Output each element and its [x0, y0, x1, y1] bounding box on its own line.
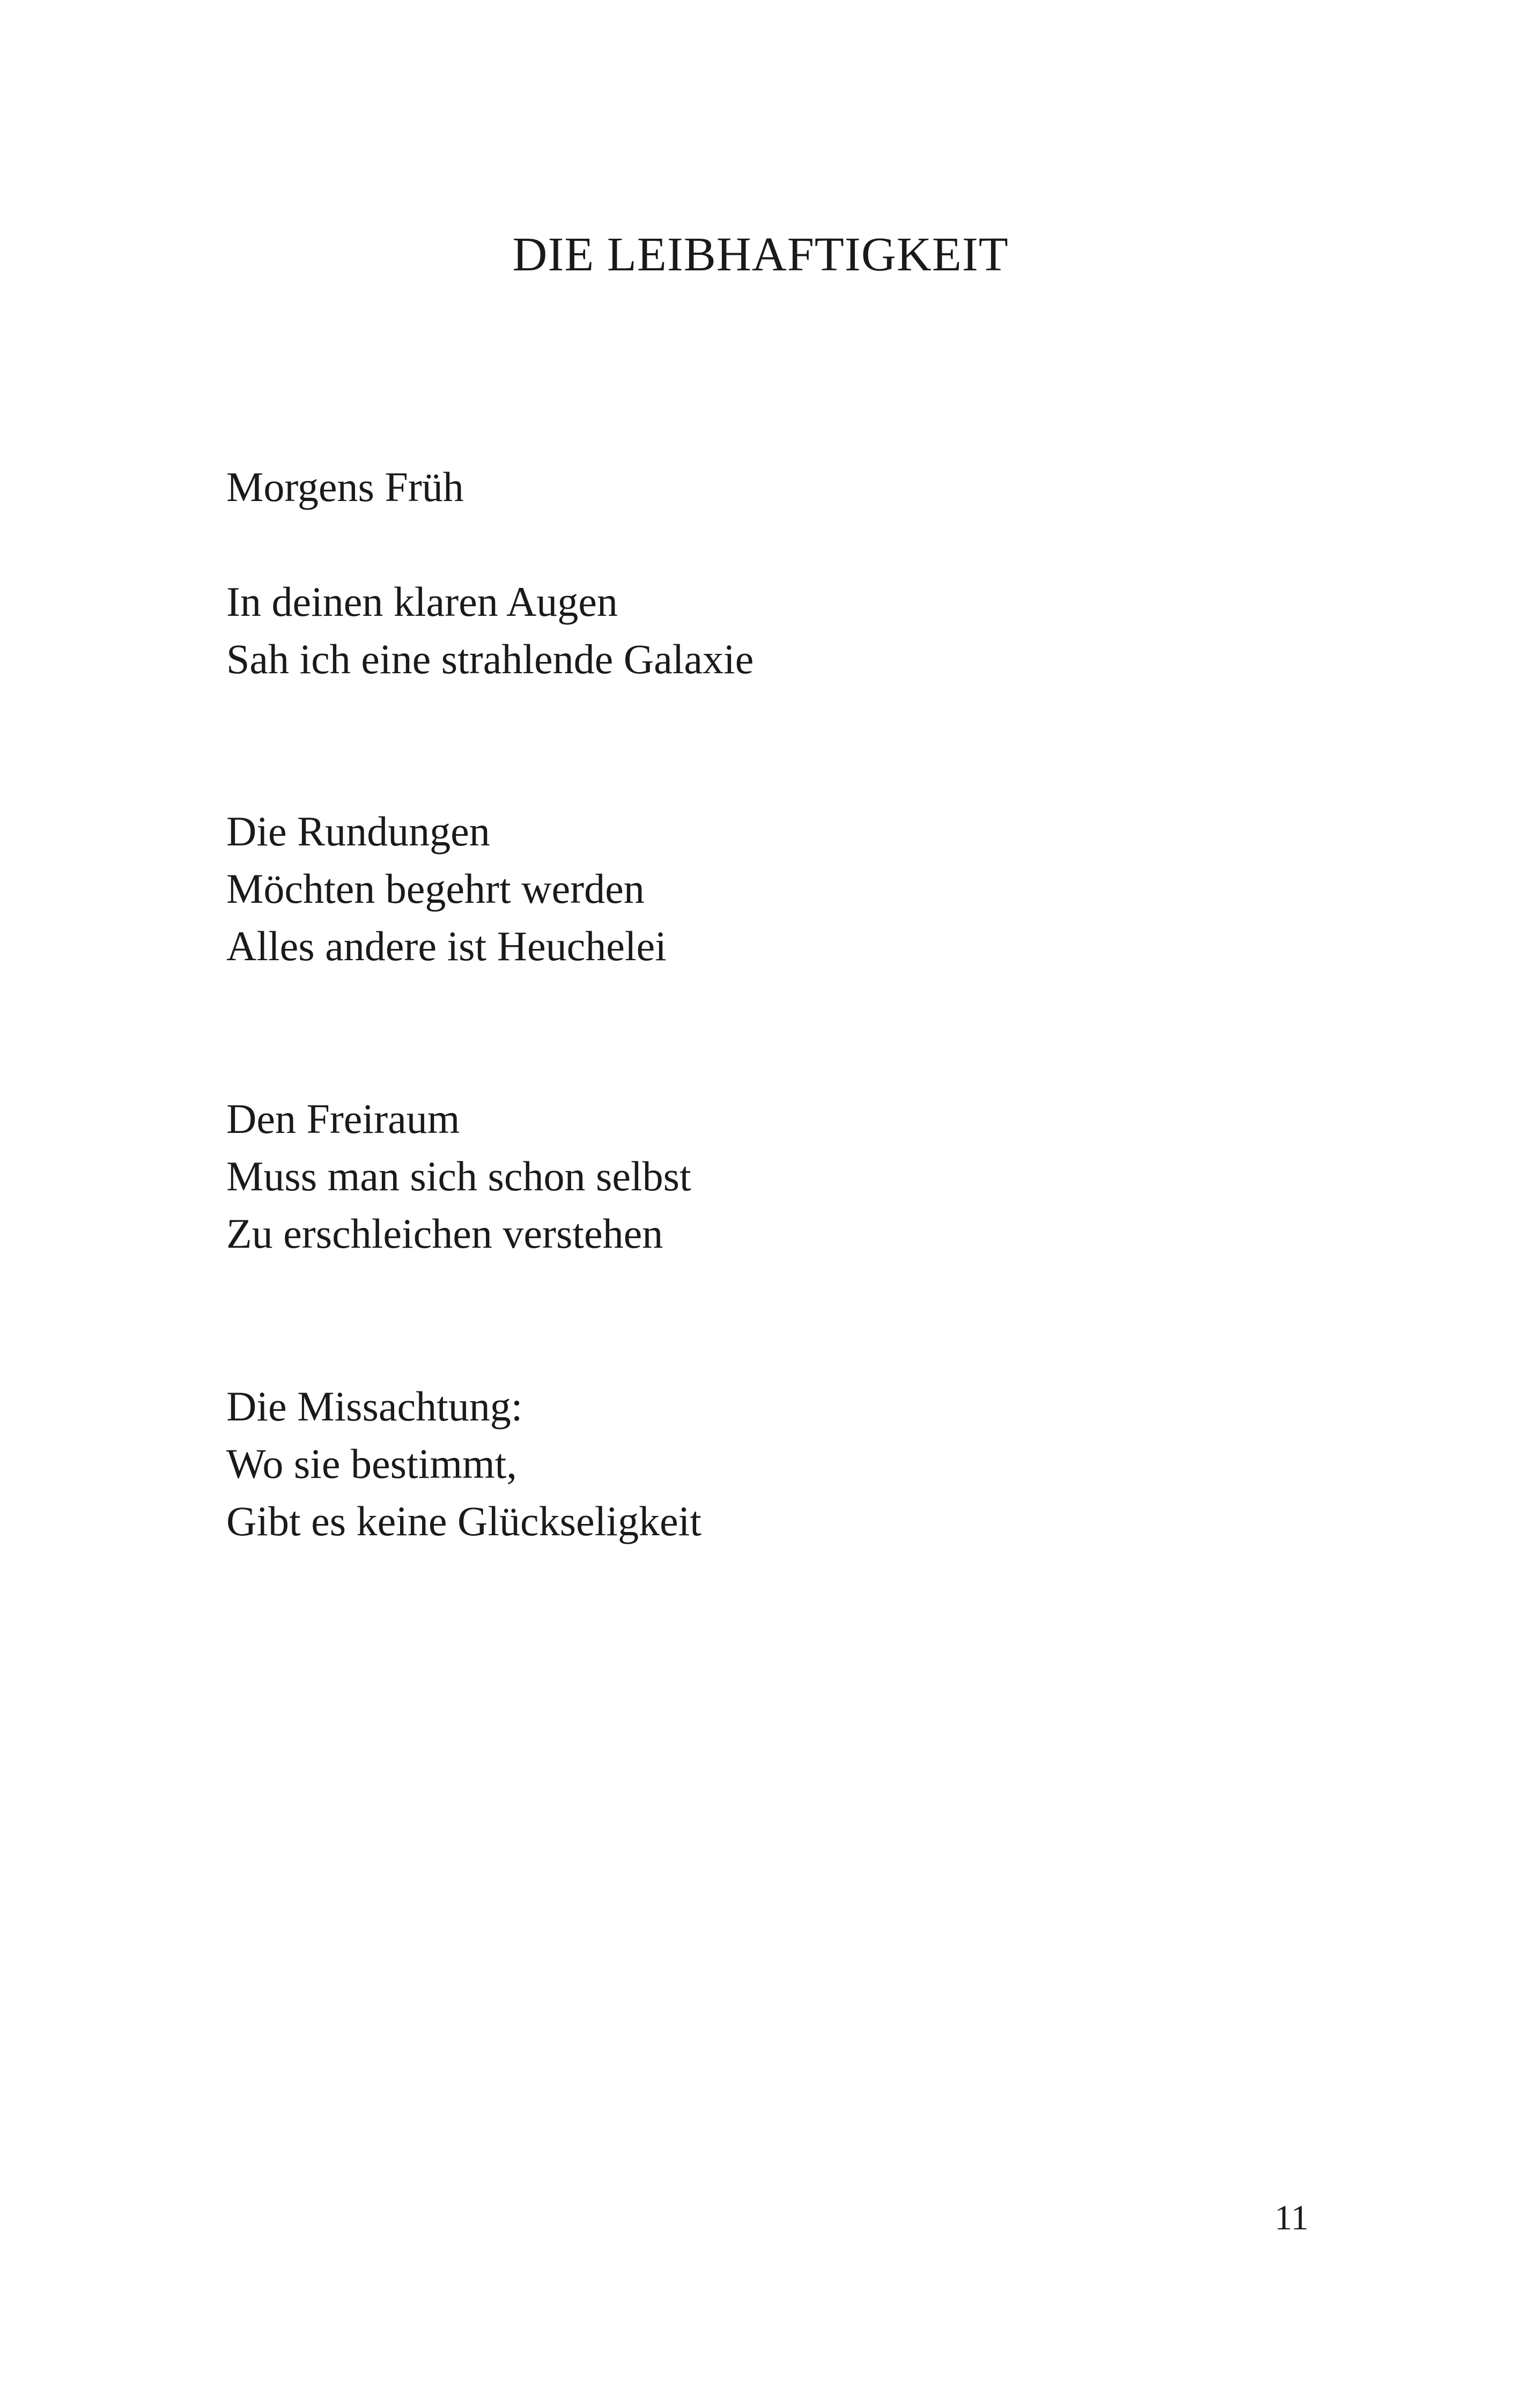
poem-line: Wo sie bestimmt,	[226, 1440, 517, 1487]
poem-line: Die Rundungen	[226, 808, 490, 855]
poem-line: In deinen klaren Augen	[226, 578, 618, 625]
poem-line: Den Freiraum	[226, 1095, 460, 1142]
poem-line: Sah ich eine strahlende Galaxie	[226, 636, 754, 682]
poem-line: Muss man sich schon selbst	[226, 1153, 691, 1199]
poem-line: Alles andere ist Heuchelei	[226, 923, 667, 969]
poem-line: Die Missachtung:	[226, 1383, 523, 1430]
poem-line: Gibt es keine Glückseligkeit	[226, 1498, 702, 1544]
poem-line: Zu erschleichen verstehen	[226, 1210, 663, 1257]
poem-title: DIE LEIBHAFTIGKEIT	[512, 228, 1009, 281]
poem-opening-line: Morgens Früh	[226, 463, 464, 510]
poem-line: Möchten begehrt werden	[226, 865, 645, 912]
page-number: 11	[1274, 2198, 1309, 2237]
